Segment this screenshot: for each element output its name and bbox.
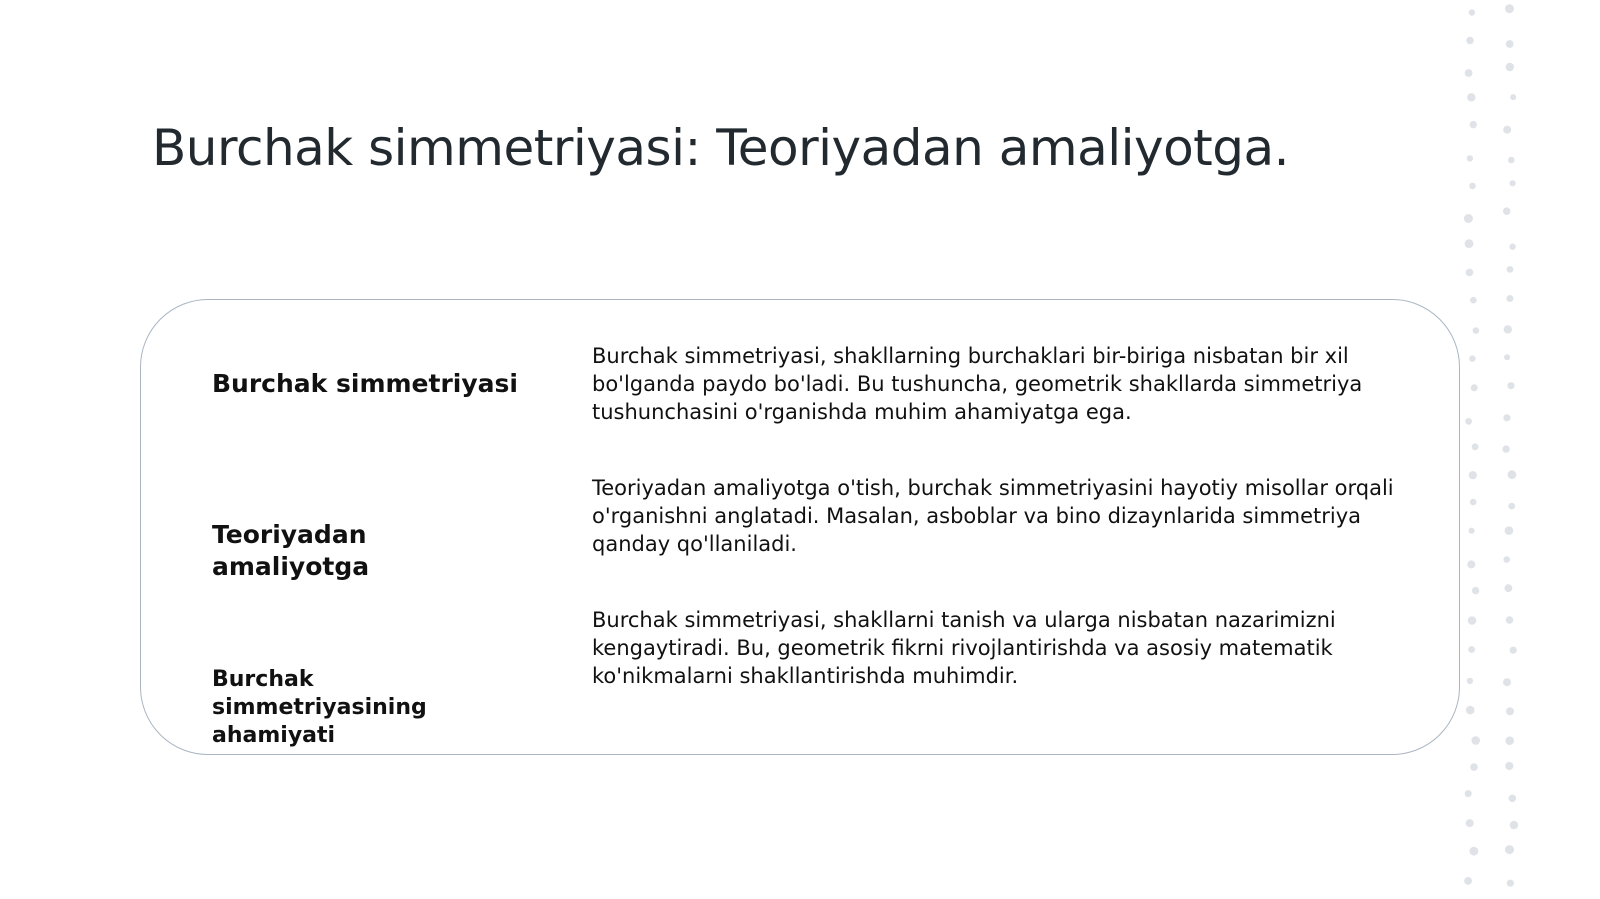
decorative-dot [1503,207,1511,215]
decorative-dot [1503,556,1510,563]
decorative-dot [1503,126,1511,134]
decorative-dot [1470,847,1479,856]
decorative-dot [1466,819,1474,827]
decorative-dot [1473,327,1480,334]
decorative-dot [1465,790,1472,797]
decorative-dot [1470,763,1478,771]
decorative-dot [1471,384,1478,391]
decorative-dot [1466,269,1474,277]
decorative-dot [1465,239,1474,248]
decorative-dot [1508,157,1515,164]
decorative-dot [1503,414,1510,421]
row-text-ahamiyati: Burchak simmetriyasi, shakllarni tanish va ularga nisbatan nazarimizni kengaytiradi. Bu, geometrik fikrni rivojlantirishda va asosiy matematik ko'nikmalarni shakllantirishda muhimdir. [592,608,1336,688]
row-label-ahamiyati: Burchak simmetriyasining ahamiyati [212,667,427,748]
decorative-dot [1469,528,1475,534]
decorative-dot [1507,880,1514,887]
decorative-dot [1505,4,1514,13]
decorative-dot [1502,445,1509,452]
decorative-dot [1469,471,1477,479]
decorative-dot [1469,9,1475,15]
decorative-dot [1506,616,1514,624]
decorative-dot [1470,499,1477,506]
row-label-burchak-simmetriyasi: Burchak simmetriyasi [212,369,518,398]
decorative-dot [1506,295,1513,302]
decorative-dot [1505,762,1513,770]
decorative-dot [1503,678,1511,686]
decorative-dot [1504,354,1510,360]
decorative-dot [1504,325,1512,333]
decorative-dot [1470,121,1477,128]
decorative-dot [1465,69,1473,77]
decorative-dot [1468,616,1477,625]
decorative-dot [1464,214,1473,223]
decorative-dot [1467,155,1473,161]
decorative-dot [1505,584,1513,592]
decorative-dot [1510,94,1516,100]
decorative-dot [1505,736,1514,745]
decorative-dot [1468,646,1475,653]
decorative-dot [1508,503,1515,510]
decorative-dot [1472,443,1479,450]
decorative-dot [1469,355,1475,361]
decorative-dot [1507,382,1514,389]
decorative-dot [1510,647,1517,654]
decorative-dot [1510,821,1518,829]
decorative-dot [1506,40,1514,48]
slide-title: Burchak simmetriyasi: Teoriyadan amaliyotga. [152,119,1290,177]
decorative-dot [1467,93,1475,101]
decorative-dot [1505,526,1514,535]
decorative-dot [1508,470,1517,479]
decorative-dot [1471,736,1480,745]
decorative-dot [1507,266,1514,273]
decorative-dot [1472,587,1479,594]
decorative-dot [1505,845,1514,854]
decorative-dot [1464,877,1472,885]
decorative-dot [1506,707,1514,715]
row-label-teoriyadan-amaliyotga: Teoriyadan amaliyotga [212,520,370,581]
decorative-dot [1509,795,1517,803]
decorative-dot [1510,180,1516,186]
decorative-dot [1509,244,1515,250]
row-text-burchak-simmetriyasi: Burchak simmetriyasi, shakllarning burchaklari bir-biriga nisbatan bir xil bo'lganda paydo bo'ladi. Bu tushuncha, geometrik shakllarda simmetriya tushunchasini o'rganishda muhim ahamiyatga ega. [592,344,1363,424]
decorative-dot-pattern [1450,0,1570,899]
decorative-dot [1469,183,1476,190]
decorative-dot [1466,37,1474,45]
row-text-teoriyadan-amaliyotga: Teoriyadan amaliyotga o'tish, burchak simmetriyasini hayotiy misollar orqali o'rganishni anglatadi. Masalan, asboblar va bino dizaynlarida simmetriya qanday qo'llaniladi. [592,476,1394,556]
decorative-dot [1470,297,1477,304]
decorative-dot [1466,706,1475,715]
decorative-dot [1467,678,1473,684]
decorative-dot [1506,63,1514,71]
decorative-dot [1467,560,1475,568]
decorative-dot [1465,418,1472,425]
